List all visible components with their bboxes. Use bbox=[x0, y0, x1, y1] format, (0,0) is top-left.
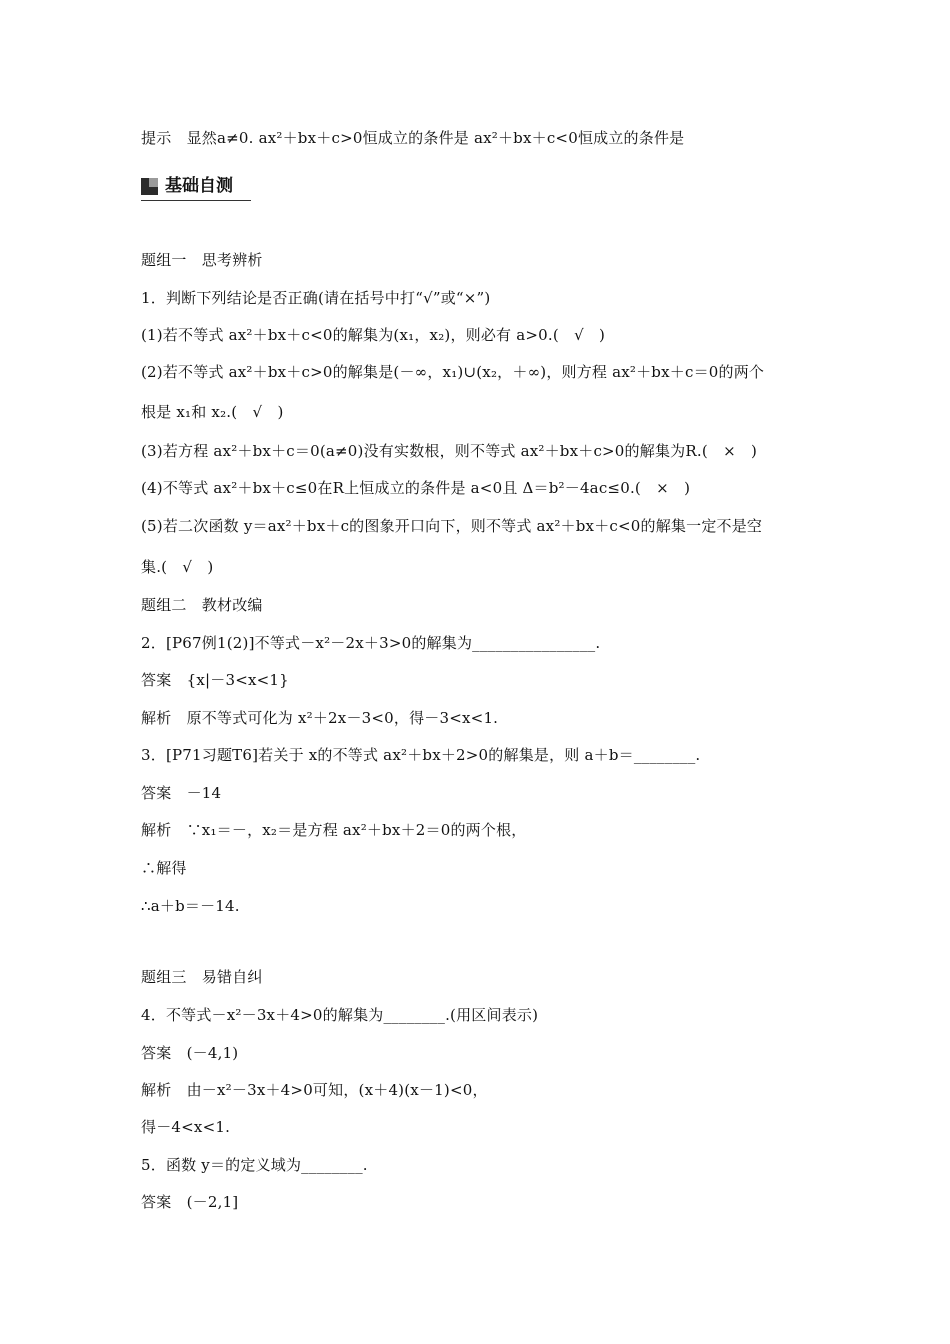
analysis-3-step-2: ∴a＋b＝－14. bbox=[141, 897, 240, 915]
analysis-4-cont: 得－4<x<1. bbox=[141, 1118, 231, 1136]
group-2-title: 题组二 教材改编 bbox=[141, 596, 263, 614]
question-2: 2．[P67例1(2)]不等式－x²－2x＋3>0的解集为________________. bbox=[141, 634, 601, 652]
statement-5-cont: 集.( √ ) bbox=[141, 558, 214, 576]
section-header bbox=[141, 174, 251, 201]
question-3: 3．[P71习题T6]若关于 x的不等式 ax²＋bx＋2>0的解集是，则 a＋b＝________. bbox=[141, 746, 701, 764]
question-1: 1．判断下列结论是否正确(请在括号中打“√”或“×”) bbox=[141, 289, 491, 307]
analysis-2: 解析 原不等式可化为 x²＋2x－3<0，得－3<x<1. bbox=[141, 709, 499, 727]
section-square-icon bbox=[141, 178, 158, 195]
analysis-3: 解析 ∵x₁＝－，x₂＝是方程 ax²＋bx＋2＝0的两个根， bbox=[141, 821, 527, 839]
answer-5: 答案 (－2,1] bbox=[141, 1193, 239, 1211]
statement-4: (4)不等式 ax²＋bx＋c≤0在R上恒成立的条件是 a<0且 Δ＝b²－4ac≤0.( × ) bbox=[141, 479, 691, 497]
statement-2: (2)若不等式 ax²＋bx＋c>0的解集是(－∞，x₁)∪(x₂，＋∞)，则方程 ax²＋bx＋c＝0的两个 bbox=[141, 363, 765, 381]
statement-2-cont: 根是 x₁和 x₂.( √ ) bbox=[141, 403, 284, 421]
group-1-title: 题组一 思考辨析 bbox=[141, 251, 263, 269]
question-4: 4．不等式－x²－3x＋4>0的解集为________.(用区间表示) bbox=[141, 1006, 539, 1024]
question-5: 5．函数 y＝的定义域为________. bbox=[141, 1156, 368, 1174]
hint-text: 提示 显然a≠0. ax²＋bx＋c>0恒成立的条件是 ax²＋bx＋c<0恒成立的条件是 bbox=[141, 129, 685, 147]
section-title: 基础自测 bbox=[165, 176, 233, 196]
analysis-4: 解析 由－x²－3x＋4>0可知，(x＋4)(x－1)<0， bbox=[141, 1081, 488, 1099]
group-3-title: 题组三 易错自纠 bbox=[141, 968, 263, 986]
statement-5: (5)若二次函数 y＝ax²＋bx＋c的图象开口向下，则不等式 ax²＋bx＋c<0的解集一定不是空 bbox=[141, 517, 763, 535]
answer-3: 答案 －14 bbox=[141, 784, 222, 802]
statement-3: (3)若方程 ax²＋bx＋c＝0(a≠0)没有实数根，则不等式 ax²＋bx＋c>0的解集为R.( × ) bbox=[141, 442, 758, 460]
statement-1: (1)若不等式 ax²＋bx＋c<0的解集为(x₁，x₂)，则必有 a>0.( √ ) bbox=[141, 326, 606, 344]
analysis-3-step-1: ∴解得 bbox=[141, 859, 187, 877]
answer-2: 答案 {x|－3<x<1} bbox=[141, 671, 289, 689]
answer-4: 答案 (－4,1) bbox=[141, 1044, 239, 1062]
